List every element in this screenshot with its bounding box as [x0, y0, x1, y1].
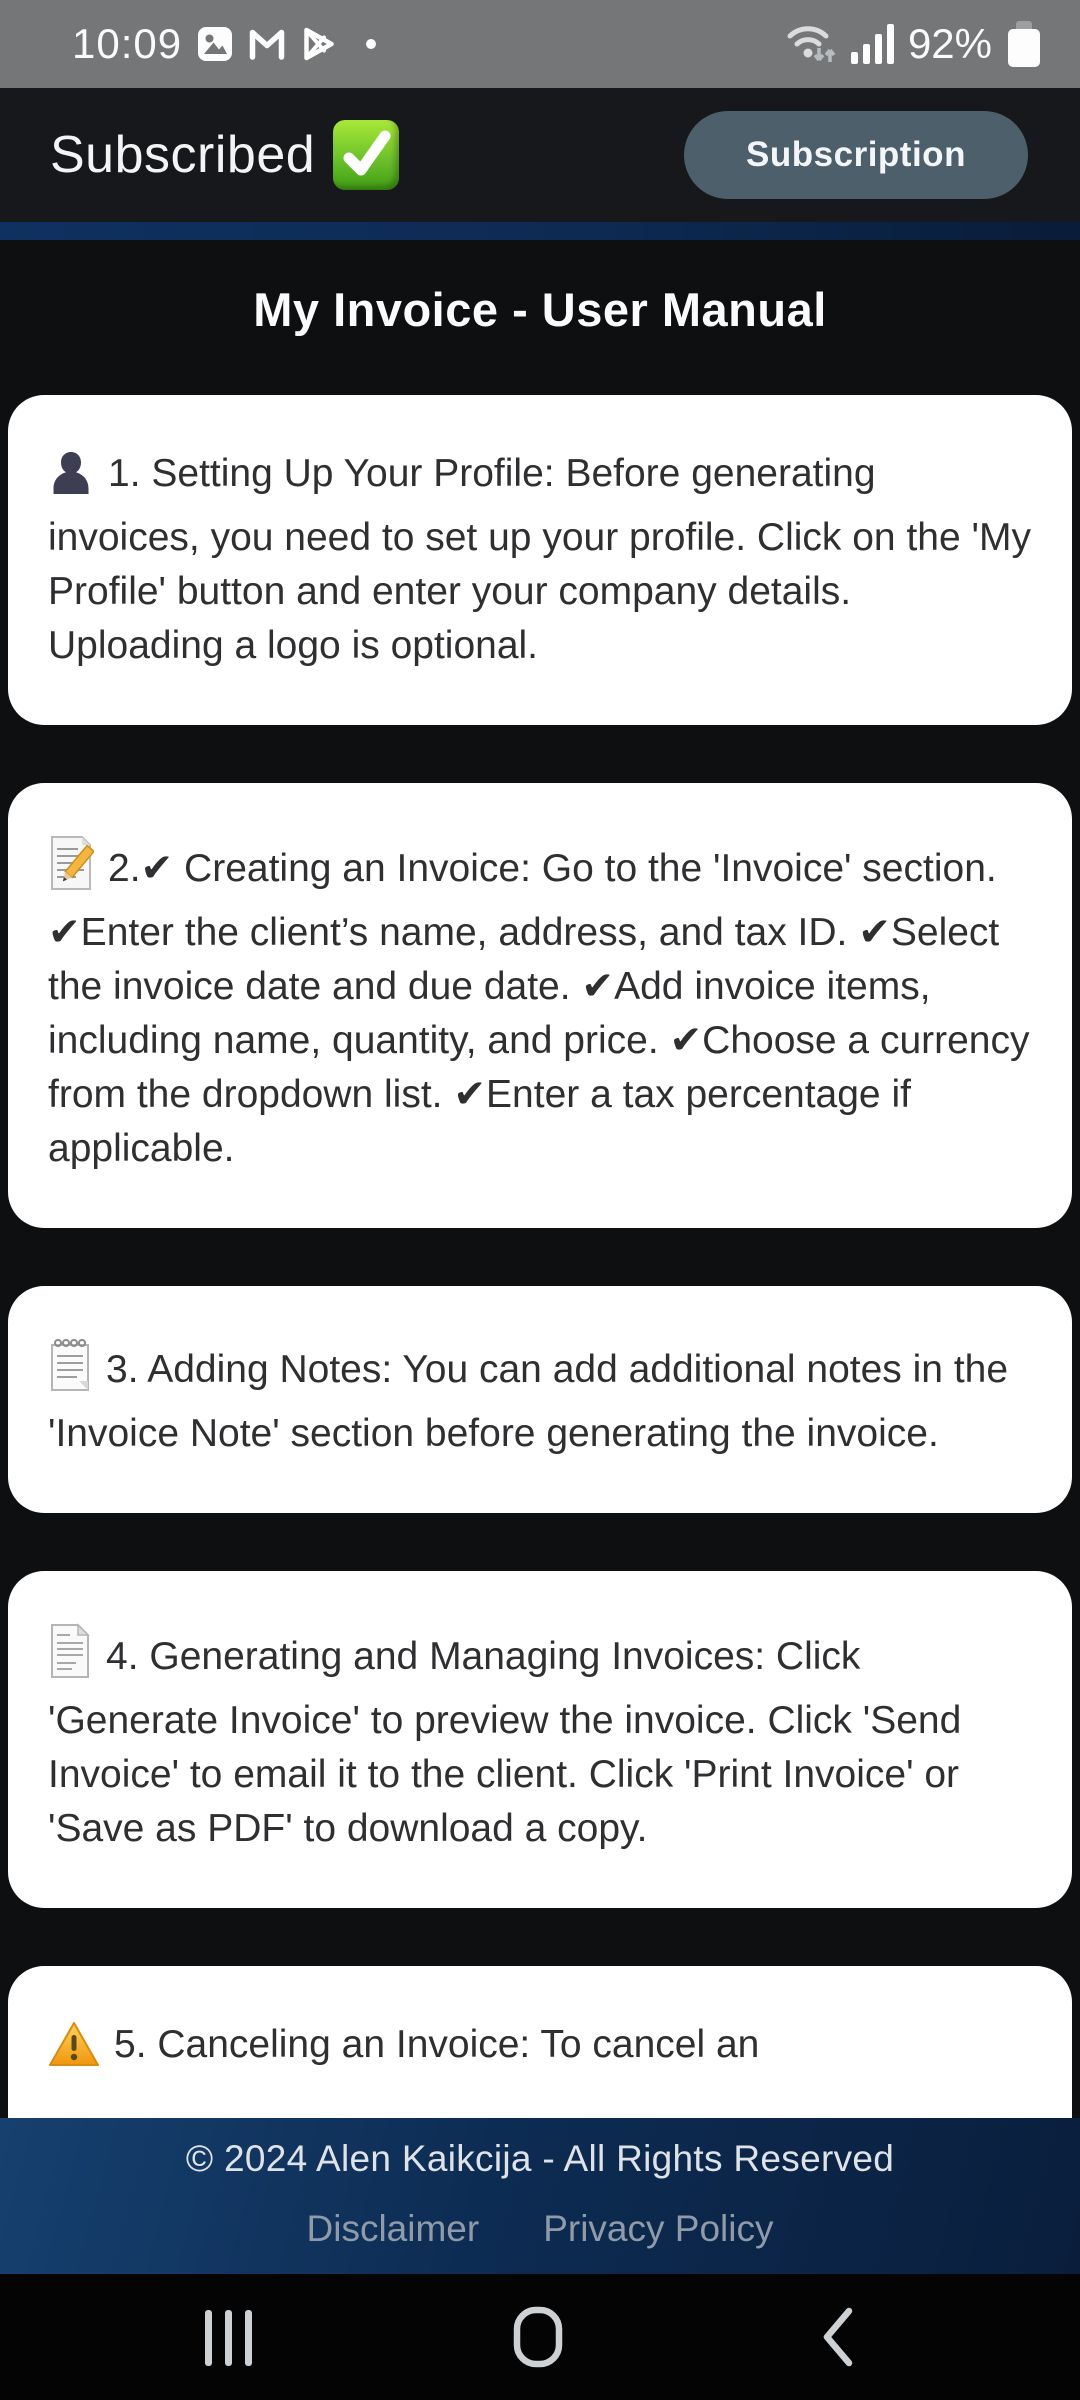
- clock: 10:09: [72, 20, 183, 67]
- app-header: [0, 88, 1080, 222]
- play-store-notification-icon: [302, 26, 336, 62]
- subscribed-status-label: Subscribed: [50, 126, 316, 184]
- notification-dot-icon: [366, 39, 376, 49]
- status-bar: [0, 0, 1080, 88]
- manual-card-creating: [8, 783, 1072, 1228]
- card-text: 2.✔ Creating an Invoice: Go to the 'Invoice' section. ✔Enter the client’s name, address, and tax ID. ✔Select the invoice date and due date. ✔Add invoice items, including name, quantity, and price. ✔Choose a currency from the dropdown list. ✔Enter a tax percentage if applicable.: [48, 847, 1030, 1170]
- card-text: 3. Adding Notes: You can add additional notes in the 'Invoice Note' section before generating the invoice.: [48, 1348, 1009, 1455]
- document-page-icon: [48, 1623, 92, 1694]
- copyright-text: © 2024 Alen Kaikcija - All Rights Reserved: [185, 2138, 895, 2179]
- home-button[interactable]: [513, 2306, 563, 2373]
- recent-apps-button[interactable]: [205, 2310, 252, 2366]
- manual-card-profile: [8, 395, 1072, 725]
- card-text: 1. Setting Up Your Profile: Before generating invoices, you need to set up your profile. Click on the 'My Profile' button and enter your company details. Uploading a logo is optional.: [48, 452, 1031, 667]
- memo-pencil-icon: [48, 835, 94, 906]
- gallery-notification-icon: [198, 27, 232, 61]
- gmail-notification-icon: [248, 28, 286, 60]
- manual-content: [0, 240, 1080, 2400]
- manual-card-generating: [8, 1571, 1072, 1908]
- signal-strength-icon: [850, 22, 896, 66]
- spiral-notepad-icon: [48, 1338, 92, 1407]
- person-silhouette-icon: [48, 450, 94, 511]
- manual-card-notes: [8, 1286, 1072, 1513]
- footer: [0, 2118, 1080, 2274]
- page-title: My Invoice - User Manual: [253, 283, 827, 336]
- subscription-button[interactable]: Subscription: [684, 111, 1028, 199]
- battery-icon: [1008, 21, 1040, 67]
- warning-triangle-icon: [48, 2021, 100, 2082]
- card-text: 4. Generating and Managing Invoices: Click 'Generate Invoice' to preview the invoice. Click 'Send Invoice' to email it to the client. Click 'Print Invoice' or 'Save as PDF' to download a copy.: [48, 1635, 962, 1850]
- android-nav-bar: [0, 2274, 1080, 2400]
- battery-percent: 92%: [907, 20, 992, 67]
- wifi-icon: [786, 20, 838, 68]
- privacy-policy-link[interactable]: Privacy Policy: [543, 2208, 774, 2249]
- header-accent-strip: [0, 222, 1080, 240]
- back-button[interactable]: [818, 2306, 858, 2373]
- green-checkbox-icon: [333, 120, 399, 190]
- disclaimer-link[interactable]: Disclaimer: [306, 2208, 480, 2249]
- card-text: 5. Canceling an Invoice: To cancel an: [114, 2023, 760, 2066]
- footer-links: [307, 2208, 774, 2250]
